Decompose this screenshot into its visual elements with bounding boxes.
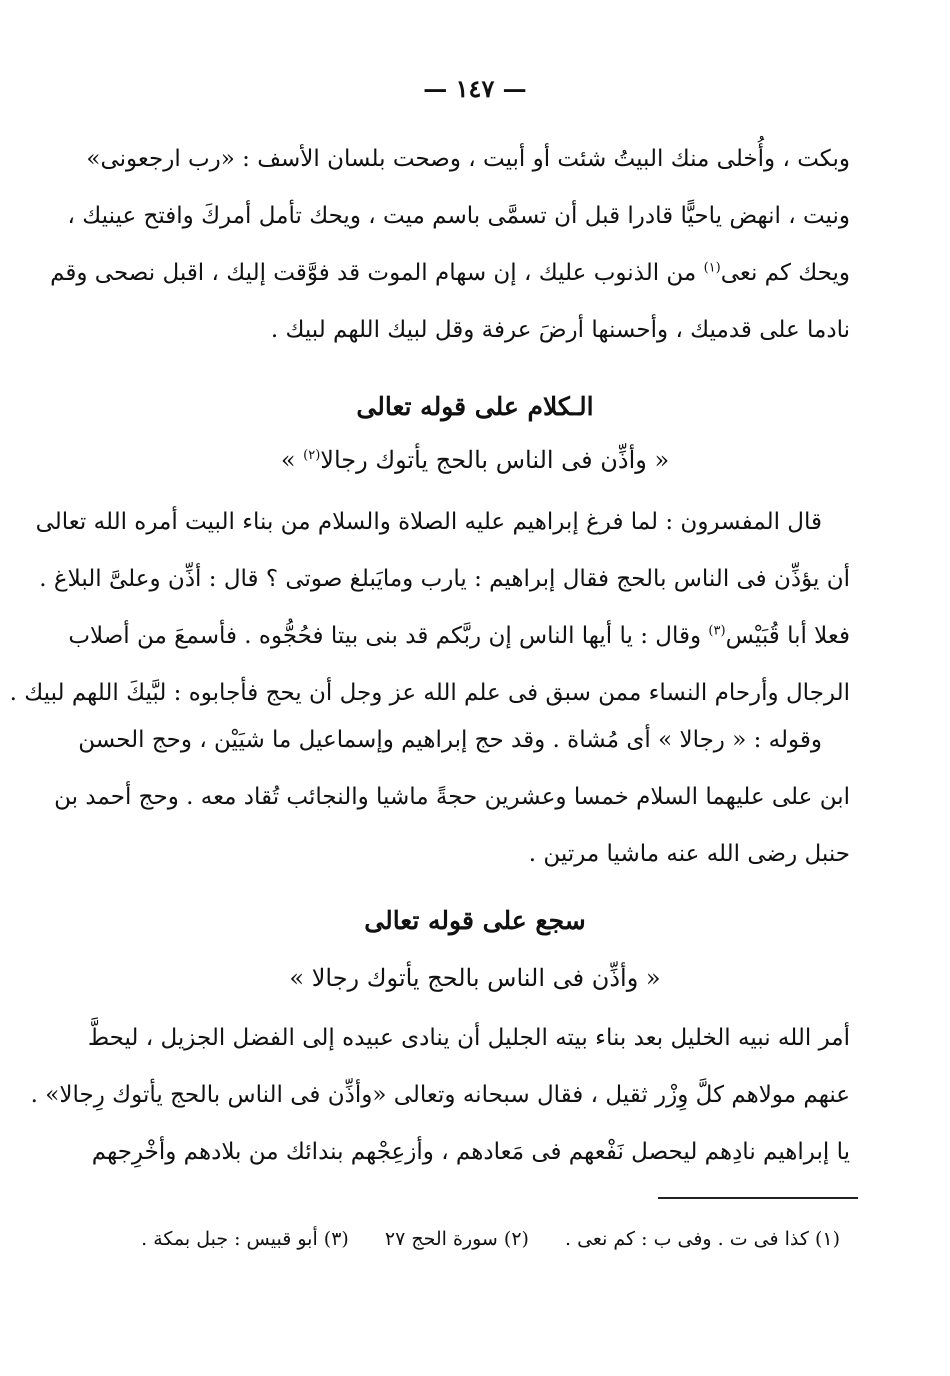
text-segment: فعلا أبا قُبَيْس <box>725 623 850 649</box>
text-segment: وقال : يا أيها الناس إن ربَّكم قد بنى بيتا فحُجُّوه . فأسمعَ من أصلاب <box>68 623 709 649</box>
text-line <box>50 245 850 302</box>
footnote-ref-2: (٢) <box>303 448 321 463</box>
section-heading-2: سجع على قوله تعالى <box>364 906 586 935</box>
paragraph-4 <box>30 1010 850 1181</box>
text-line: يا إبراهيم نادِهم ليحصل نَفْعهم فى مَعادهم ، وأزعِجْهم بندائك من بلادهم وأخْرِجهم <box>91 1139 850 1165</box>
page-number: — ١٤٧ — <box>423 74 527 103</box>
text-line: عنهم مولاهم كلَّ وِزْر ثقيل ، فقال سبحانه وتعالى «وأذِّن فى الناس بالحج يأتوك رِجالا» . <box>30 1082 850 1108</box>
footnote-2: (٢) سورة الحج ٢٧ <box>384 1228 529 1250</box>
section-heading-1: الـكلام على قوله تعالى <box>356 392 594 421</box>
footnote-1: (١) كذا فى ت . وفى ب : كم نعى . <box>565 1228 840 1250</box>
text-line <box>68 608 850 665</box>
verse-quote-2: « وأذِّن فى الناس بالحج يأتوك رجالا » <box>289 964 661 992</box>
text-line: الرجال وأرحام النساء ممن سبق فى علم الله عز وجل أن يحج فأجابوه : لبَّيكَ اللهم لبيك . <box>9 680 850 706</box>
footnotes <box>111 1228 840 1250</box>
verse-quote-1 <box>0 446 950 474</box>
text-segment: من الذنوب عليك ، إن سهام الموت قد فوَّقت إليك ، اقبل نصحى وقم <box>50 260 704 286</box>
text-line: نادما على قدميك ، وأحسنها أرضَ عرفة وقل لبيك اللهم لبيك . <box>270 317 850 343</box>
text-line: قال المفسرون : لما فرغ إبراهيم عليه الصلاة والسلام من بناء البيت أمره الله تعالى <box>35 509 822 535</box>
text-line: ابن على عليهما السلام خمسا وعشرين حجةً ماشيا والنجائب تُقاد معه . وحج أحمد بن <box>54 784 850 810</box>
footnote-ref-1: (١) <box>703 260 721 276</box>
footnote-3: (٣) أبو قبيس : جبل بمكة . <box>141 1228 349 1250</box>
paragraph-2 <box>9 494 850 722</box>
text-line: حنبل رضى الله عنه ماشيا مرتين . <box>528 841 850 867</box>
text-line: وبكت ، وأُخلى منك البيتُ شئت أو أبيت ، وصحت بلسان الأسف : «رب ارجعونى» <box>86 146 850 172</box>
text-line: أن يؤذِّن فى الناس بالحج فقال إبراهيم : يارب ومايَبلغ صوتى ؟ قال : أذِّن وعلىَّ البلاغ . <box>39 566 850 592</box>
paragraph-1 <box>50 131 850 359</box>
footnote-divider <box>658 1197 858 1199</box>
verse-close: » <box>280 446 304 474</box>
text-line: أمر الله نبيه الخليل بعد بناء بيته الجليل أن ينادى عبيده إلى الفضل الجزيل ، ليحطَّ <box>87 1025 850 1051</box>
footnote-ref-3: (٣) <box>708 623 726 639</box>
text-line: وقوله : « رجالا » أى مُشاة . وقد حج إبراهيم وإسماعيل ما شيَيْن ، وحج الحسن <box>78 727 822 753</box>
text-segment: ويحك كم نعى <box>720 260 850 286</box>
verse-text: « وأذِّن فى الناس بالحج يأتوك رجالا <box>320 446 670 474</box>
paragraph-3 <box>54 712 850 883</box>
text-line: ونيت ، انهض ياحيًّا قادرا قبل أن تسمَّى باسم ميت ، ويحك تأمل أمركَ وافتح عينيك ، <box>67 203 850 229</box>
